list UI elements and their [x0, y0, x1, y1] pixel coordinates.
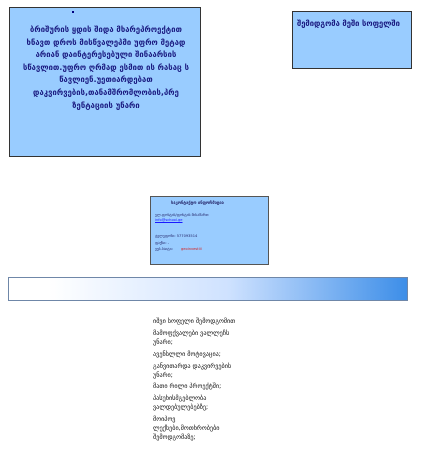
benefit-item-line: უნარი;: [153, 371, 173, 379]
contact-email-link[interactable]: info@school.ge: [155, 218, 183, 222]
contact-website-link[interactable]: geoinvestlil: [181, 247, 202, 251]
benefit-item-line: პასუხისმგებლობა: [153, 395, 207, 403]
contact-email-label: ელ.ფოსტის/ფოსტის მისამართ: [155, 213, 209, 217]
benefits-list: [153, 318, 288, 443]
benefit-item-line: იშვი სოფელი შემოდგომით: [153, 318, 236, 325]
benefit-item: [153, 330, 288, 348]
benefit-item: [153, 383, 288, 392]
benefit-item-line: ლექსები,მოთხრობები: [153, 425, 220, 433]
contact-fax: ფაქსი: -: [155, 241, 170, 245]
benefit-item-line: შემოდგომაზე;: [153, 433, 196, 441]
gradient-banner: [8, 277, 408, 301]
benefit-item-line: ავენსლლი მოტივაცია;: [153, 350, 221, 358]
benefit-item: [153, 363, 288, 381]
benefit-item-line: მამოფქვალები ვალლეჩს: [153, 329, 230, 337]
contact-website-label: ვებ-საიტი:: [155, 247, 173, 251]
benefit-item: [153, 318, 288, 327]
benefit-item-line: ვალდებულებებზე;: [153, 404, 209, 412]
contact-phone: ტელეფონი: 577093514: [155, 234, 198, 238]
benefit-item: [153, 395, 288, 413]
benefit-item-line: მათი რილი პროექტში;: [153, 383, 222, 391]
benefit-item: [153, 416, 288, 443]
info-panel-left: [9, 7, 201, 157]
info-panel-right-text: შემიდგომა მეში სოფელში: [297, 19, 400, 28]
info-panel-left-text: ბრიშურის ყდის შიდა მხარეპროექტით ხნავთ დროს მისწვალეპმი უფრო მეტად არიან დაინტერესებული შინაარსის სწავლით.უფრო ღრმად ესმით ის რასაც ს წავლიენ.უეთიარდებათ დაკვირვების,თანამშრომლობის,პრე ზენტაციის უნარი: [22, 25, 190, 110]
info-panel-right: [292, 11, 412, 69]
benefit-item-line: მოიპოვ: [153, 416, 176, 424]
benefit-item-line: განვითარდა დაკვირვების: [153, 362, 232, 370]
contact-card: [150, 196, 269, 265]
text-cursor-marker: [72, 11, 74, 13]
benefit-item: [153, 351, 288, 360]
contact-heading: საკონტაქტო ინფორმაცია: [171, 200, 224, 205]
benefit-item-line: უნარი;: [153, 338, 173, 346]
